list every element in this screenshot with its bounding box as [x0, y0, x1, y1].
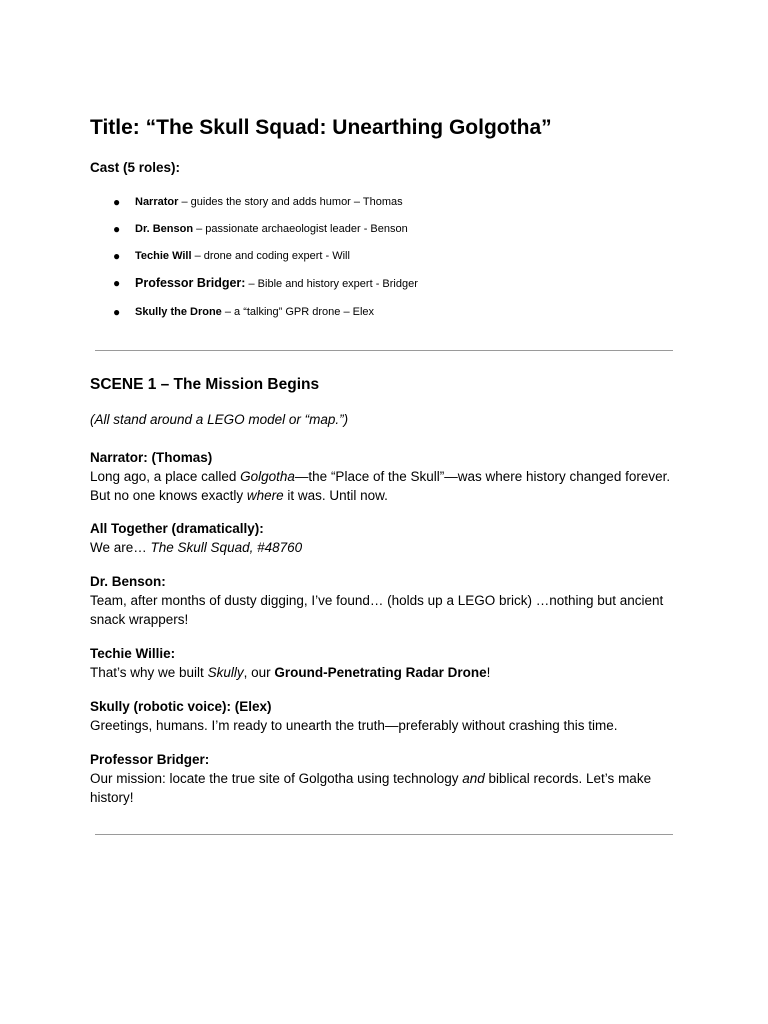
cast-item-will	[90, 248, 418, 275]
dialogue-benson	[90, 572, 680, 629]
dialogue-text: Long ago, a place called	[90, 469, 241, 484]
dialogue-line: Greetings, humans. I’m ready to unearth the truth—preferably without crashing this time.	[90, 718, 618, 733]
scene-heading: SCENE 1 – The Mission Begins	[90, 376, 320, 393]
cast-item-skully	[90, 304, 418, 331]
horizontal-divider	[95, 834, 673, 835]
document-title: Title: “The Skull Squad: Unearthing Golgotha”	[90, 116, 552, 139]
dialogue-skully	[90, 697, 680, 735]
speaker-label: Techie Willie:	[90, 646, 176, 661]
cast-item-narrator	[90, 194, 418, 221]
dialogue-text: We are…	[90, 540, 151, 555]
horizontal-divider	[95, 350, 673, 351]
cast-list	[90, 194, 418, 331]
dialogue-text: , our	[243, 665, 275, 680]
cast-item-bridger	[90, 275, 418, 304]
cast-role-name: Dr. Benson	[135, 223, 194, 235]
dialogue-line	[90, 467, 680, 505]
dialogue-emphasis: Golgotha	[240, 469, 295, 484]
cast-role-description: – drone and coding expert - Will	[191, 250, 350, 262]
cast-role-name: Skully the Drone	[135, 306, 222, 318]
dialogue-text: —the “Place of the Skull”—was where history changed forever. But no one knows exactly	[90, 469, 671, 503]
cast-role-name: Narrator	[135, 196, 179, 208]
speaker-label: Professor Bridger:	[90, 752, 210, 767]
cast-role-description: – passionate archaeologist leader - Benson	[193, 223, 408, 235]
bullet-icon: ●	[113, 195, 121, 209]
dialogue-narrator	[90, 448, 680, 505]
dialogue-emphasis: and	[462, 771, 485, 786]
speaker-label: Dr. Benson:	[90, 574, 166, 589]
dialogue-strong: Ground-Penetrating Radar Drone	[274, 665, 487, 680]
dialogue-all-together	[90, 519, 680, 557]
dialogue-text: it was. Until now.	[283, 488, 388, 503]
dialogue-line	[90, 538, 680, 557]
stage-direction: (All stand around a LEGO model or “map.”)	[90, 412, 349, 427]
dialogue-line	[90, 663, 680, 682]
dialogue-line: Team, after months of dusty digging, I’ve found… (holds up a LEGO brick) …nothing but ancient snack wrappers!	[90, 593, 664, 627]
dialogue-text: That’s why we built	[90, 665, 208, 680]
cast-role-name: Professor Bridger:	[135, 276, 246, 290]
bullet-icon: ●	[113, 249, 121, 263]
dialogue-emphasis: The Skull Squad, #48760	[150, 540, 303, 555]
dialogue-text: Our mission: locate the true site of Golgotha using technology	[90, 771, 463, 786]
dialogue-emphasis: where	[246, 488, 284, 503]
dialogue-line	[90, 769, 680, 807]
speaker-label: All Together (dramatically):	[90, 521, 264, 536]
dialogue-bridger	[90, 750, 680, 807]
cast-item-benson	[90, 221, 418, 248]
cast-heading: Cast (5 roles):	[90, 160, 181, 175]
dialogue-techie-willie	[90, 644, 680, 682]
cast-role-description: – guides the story and adds humor – Thomas	[178, 196, 403, 208]
dialogue-emphasis: Skully	[207, 665, 244, 680]
bullet-icon: ●	[113, 276, 121, 290]
dialogue-text: biblical records. Let’s make history!	[90, 771, 652, 805]
dialogue-text: !	[486, 665, 491, 680]
speaker-label: Narrator: (Thomas)	[90, 450, 213, 465]
bullet-icon: ●	[113, 305, 121, 319]
bullet-icon: ●	[113, 222, 121, 236]
speaker-label: Skully (robotic voice): (Elex)	[90, 699, 272, 714]
cast-role-description: – a “talking” GPR drone – Elex	[221, 306, 375, 318]
cast-role-description: – Bible and history expert - Bridger	[245, 278, 418, 290]
cast-role-name: Techie Will	[135, 250, 192, 262]
